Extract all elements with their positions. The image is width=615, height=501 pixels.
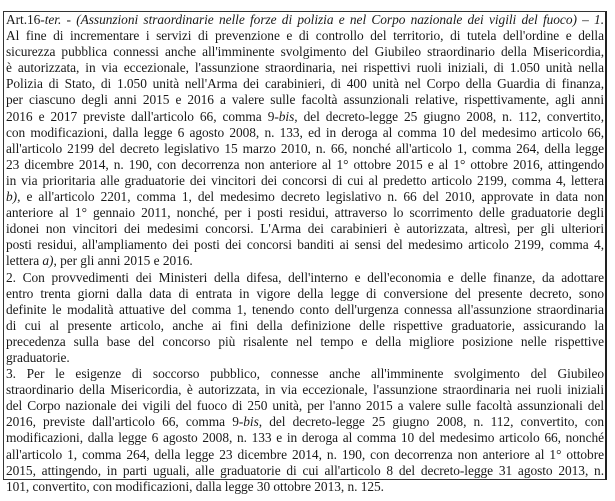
text-line: del Corpo nazionale dei vigili del fuoco di 250 unità, per l'anno 2015 a valere sulle facoltà assunzionali del	[6, 398, 604, 414]
text-line: con modificazioni, dalla legge 6 agosto 2008, n. 133, ed in deroga al comma 10 del medesimo articolo 66,	[6, 124, 604, 140]
text-line: entro trenta giorni dalla data di entrata in vigore della legge di conversione del presente decreto, sono	[6, 285, 604, 301]
article-suffix: ter.	[44, 12, 62, 27]
text-line: graduatorie.	[6, 349, 70, 365]
text-line: di cui al presente articolo, anche ai fini della definizione delle rispettive graduatorie, assicurando la	[6, 317, 604, 333]
text-line: posti residui, all'ampliamento dei posti dei concorsi banditi ai sensi del medesimo articolo 2199, comma 4,	[6, 237, 604, 253]
text-line: all'articolo 1, comma 264, della legge 23 dicembre 2014, n. 190, con decorrenza non anteriore al 1° ottobre	[6, 446, 604, 462]
article-number: Art.16-	[6, 12, 45, 27]
text-line: 101, convertito, con modificazioni, dalla legge 30 ottobre 2013, n. 125.	[6, 478, 384, 494]
article-heading	[6, 12, 604, 28]
italic-fragment: bis	[243, 414, 259, 430]
text-line: definite le modalità attuative del comma 1, tenendo conto dell'urgenza connessa all'assunzione straordinaria	[6, 301, 604, 317]
text-line: b), e all'articolo 2201, comma 1, del medesimo decreto legislativo n. 66 del 2010, approvate in data non	[6, 189, 604, 205]
text-line: precedenza sulla base del concorso più risalente nel tempo e della migliore posizione nelle rispettive	[6, 333, 604, 349]
text-line: sicurezza pubblica connessi anche all'imminente svolgimento del Giubileo straordinario della Misericordia,	[6, 44, 604, 60]
text-line: lettera a), per gli anni 2015 e 2016.	[6, 253, 193, 269]
text-line: 2016 e 2017 previste dall'articolo 66, comma 9-bis, del decreto-legge 25 giugno 2008, n. 112, convertito,	[6, 108, 604, 124]
text-line: modificazioni, dalla legge 6 agosto 2008, n. 133 e in deroga al comma 10 del medesimo articolo 66, nonché	[6, 430, 604, 446]
text-line: 23 dicembre 2014, n. 190, con decorrenza non anteriore al 1° ottobre 2015 e al 1° ottobre 2016, attingendo	[6, 156, 604, 172]
text-line: anteriore al 1° gennaio 2011, nonché, per i posti residui, attraverso lo scorrimento delle graduatorie degli	[6, 205, 604, 221]
text-line: 2016, previste dall'articolo 66, comma 9-bis, del decreto-legge 25 giugno 2008, n. 112, convertito, con	[6, 414, 604, 430]
text-line: idonei non vincitori dei medesimi concorsi. L'Arma dei carabinieri è autorizzata, altresì, per gli ulteriori	[6, 221, 604, 237]
italic-fragment: b)	[6, 189, 18, 205]
text-line: è autorizzata, in via eccezionale, l'assunzione straordinaria, nei rispettivi ruoli iniziali, di 1.050 unità nella	[6, 60, 604, 76]
italic-fragment: a)	[42, 253, 54, 269]
text-line: 2015, attingendo, in parti uguali, alle graduatorie di cui all'articolo 8 del decreto-legge 31 agosto 2013, n.	[6, 462, 604, 478]
text-line: in via prioritaria alle graduatorie dei vincitori dei concorsi di cui al predetto articolo 2199, comma 4, lettera	[6, 172, 604, 188]
text-line: Polizia di Stato, di 1.050 unità nell'Arma dei carabinieri, di 400 unità nel Corpo della Guardia di finanza,	[6, 76, 604, 92]
heading-dash: -	[61, 12, 77, 27]
text-line: Al fine di incrementare i servizi di prevenzione e di controllo del territorio, di tutela dell'ordine e della	[6, 28, 604, 44]
text-line: all'articolo 2199 del decreto legislativo 15 marzo 2010, n. 66, nonché all'articolo 1, comma 264, della legge	[6, 140, 604, 156]
article-body	[6, 28, 604, 495]
text-line: 2. Con provvedimenti dei Ministeri della difesa, dell'interno e dell'economia e delle finanze, da adottare	[6, 269, 604, 285]
article-title: (Assunzioni straordinarie nelle forze di polizia e nel Corpo nazionale dei vigili del fuoco) – 1.	[76, 12, 604, 27]
italic-fragment: bis	[278, 108, 295, 124]
text-line: per ciascuno degli anni 2015 e 2016 a valere sulle facoltà assunzionali relative, rispettivamente, agli anni	[6, 92, 604, 108]
article-text	[6, 12, 604, 495]
text-line: 3. Per le esigenze di soccorso pubblico, connesse anche all'imminente svolgimento del Giubileo	[6, 366, 604, 382]
text-line: straordinario della Misericordia, è autorizzata, in via eccezionale, l'assunzione straordinaria nei ruoli iniziali	[6, 382, 604, 398]
